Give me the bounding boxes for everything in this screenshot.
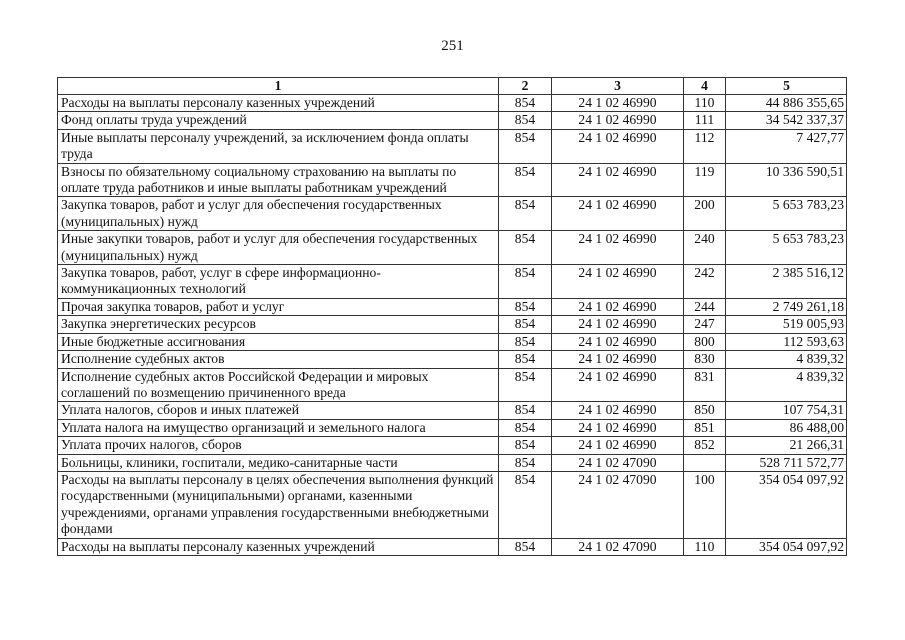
row-name-cell: Иные бюджетные ассигнования [58, 333, 499, 350]
row-type-cell: 244 [684, 298, 726, 315]
row-admin-cell: 854 [499, 163, 552, 197]
row-name-cell: Расходы на выплаты персоналу казенных учреждений [58, 538, 499, 555]
row-admin-cell: 854 [499, 454, 552, 471]
row-type-cell: 110 [684, 538, 726, 555]
row-amount-cell: 34 542 337,37 [726, 112, 847, 129]
table-row [58, 437, 847, 454]
row-amount-cell: 5 653 783,23 [726, 197, 847, 231]
row-type-cell: 852 [684, 437, 726, 454]
row-name-cell: Фонд оплаты труда учреждений [58, 112, 499, 129]
row-type-cell: 831 [684, 368, 726, 402]
row-admin-cell: 854 [499, 333, 552, 350]
row-target-cell: 24 1 02 47090 [552, 538, 684, 555]
row-type-cell: 800 [684, 333, 726, 350]
row-type-cell: 111 [684, 112, 726, 129]
row-target-cell: 24 1 02 46990 [552, 437, 684, 454]
row-target-cell: 24 1 02 46990 [552, 163, 684, 197]
row-target-cell: 24 1 02 46990 [552, 231, 684, 265]
row-amount-cell: 7 427,77 [726, 129, 847, 163]
row-target-cell: 24 1 02 46990 [552, 368, 684, 402]
table-row [58, 471, 847, 538]
row-target-cell: 24 1 02 46990 [552, 419, 684, 436]
row-admin-cell: 854 [499, 368, 552, 402]
table-row [58, 197, 847, 231]
table-row [58, 351, 847, 368]
row-target-cell: 24 1 02 46990 [552, 316, 684, 333]
table-row [58, 298, 847, 315]
row-amount-cell: 519 005,93 [726, 316, 847, 333]
table-row [58, 402, 847, 419]
row-target-cell: 24 1 02 46990 [552, 402, 684, 419]
row-admin-cell: 854 [499, 298, 552, 315]
table-row [58, 112, 847, 129]
row-type-cell [684, 454, 726, 471]
row-amount-cell: 21 266,31 [726, 437, 847, 454]
row-amount-cell: 354 054 097,92 [726, 471, 847, 538]
table-row [58, 454, 847, 471]
row-target-cell: 24 1 02 46990 [552, 197, 684, 231]
row-name-cell: Иные выплаты персоналу учреждений, за исключением фонда оплаты труда [58, 129, 499, 163]
row-name-cell: Больницы, клиники, госпитали, медико-санитарные части [58, 454, 499, 471]
row-amount-cell: 10 336 590,51 [726, 163, 847, 197]
row-name-cell: Закупка товаров, работ и услуг для обеспечения государственных (муниципальных) нужд [58, 197, 499, 231]
row-target-cell: 24 1 02 46990 [552, 333, 684, 350]
row-admin-cell: 854 [499, 316, 552, 333]
budget-table [57, 77, 847, 556]
row-admin-cell: 854 [499, 538, 552, 555]
row-amount-cell: 2 385 516,12 [726, 265, 847, 299]
table-row [58, 419, 847, 436]
page-number: 251 [441, 38, 464, 54]
table-row [58, 129, 847, 163]
row-type-cell: 119 [684, 163, 726, 197]
row-admin-cell: 854 [499, 112, 552, 129]
row-amount-cell: 4 839,32 [726, 351, 847, 368]
table-row [58, 231, 847, 265]
row-admin-cell: 854 [499, 471, 552, 538]
row-amount-cell: 354 054 097,92 [726, 538, 847, 555]
row-type-cell: 247 [684, 316, 726, 333]
row-admin-cell: 854 [499, 437, 552, 454]
header-row [58, 78, 847, 95]
row-type-cell: 112 [684, 129, 726, 163]
table-row [58, 265, 847, 299]
header-col-3: 3 [552, 78, 684, 95]
row-type-cell: 240 [684, 231, 726, 265]
row-type-cell: 830 [684, 351, 726, 368]
row-type-cell: 850 [684, 402, 726, 419]
table-row [58, 538, 847, 555]
row-name-cell: Исполнение судебных актов Российской Федерации и мировых соглашений по возмещению причиненного вреда [58, 368, 499, 402]
row-name-cell: Уплата прочих налогов, сборов [58, 437, 499, 454]
row-name-cell: Взносы по обязательному социальному страхованию на выплаты по оплате труда работников и иные выплаты работникам учреждений [58, 163, 499, 197]
row-amount-cell: 112 593,63 [726, 333, 847, 350]
row-name-cell: Расходы на выплаты персоналу казенных учреждений [58, 95, 499, 112]
row-target-cell: 24 1 02 46990 [552, 298, 684, 315]
row-name-cell: Расходы на выплаты персоналу в целях обеспечения выполнения функций государственными (муниципальными) органами, казенными учреждениями, органами управления государственными внебюджетными фондами [58, 471, 499, 538]
row-target-cell: 24 1 02 47090 [552, 471, 684, 538]
row-admin-cell: 854 [499, 129, 552, 163]
row-admin-cell: 854 [499, 95, 552, 112]
row-admin-cell: 854 [499, 419, 552, 436]
table-row [58, 316, 847, 333]
row-type-cell: 100 [684, 471, 726, 538]
table-row [58, 333, 847, 350]
row-target-cell: 24 1 02 46990 [552, 265, 684, 299]
row-amount-cell: 86 488,00 [726, 419, 847, 436]
row-target-cell: 24 1 02 46990 [552, 95, 684, 112]
row-type-cell: 242 [684, 265, 726, 299]
row-target-cell: 24 1 02 46990 [552, 112, 684, 129]
row-admin-cell: 854 [499, 351, 552, 368]
row-name-cell: Закупка энергетических ресурсов [58, 316, 499, 333]
row-amount-cell: 2 749 261,18 [726, 298, 847, 315]
row-name-cell: Иные закупки товаров, работ и услуг для обеспечения государственных (муниципальных) нужд [58, 231, 499, 265]
table-body [58, 95, 847, 556]
header-col-2: 2 [499, 78, 552, 95]
row-amount-cell: 4 839,32 [726, 368, 847, 402]
header-col-5: 5 [726, 78, 847, 95]
row-admin-cell: 854 [499, 197, 552, 231]
header-col-4: 4 [684, 78, 726, 95]
row-name-cell: Уплата налога на имущество организаций и земельного налога [58, 419, 499, 436]
row-amount-cell: 44 886 355,65 [726, 95, 847, 112]
row-target-cell: 24 1 02 46990 [552, 351, 684, 368]
row-name-cell: Уплата налогов, сборов и иных платежей [58, 402, 499, 419]
row-target-cell: 24 1 02 46990 [552, 129, 684, 163]
row-name-cell: Исполнение судебных актов [58, 351, 499, 368]
header-col-1: 1 [58, 78, 499, 95]
row-amount-cell: 528 711 572,77 [726, 454, 847, 471]
row-admin-cell: 854 [499, 231, 552, 265]
row-type-cell: 200 [684, 197, 726, 231]
row-type-cell: 851 [684, 419, 726, 436]
table-header [58, 78, 847, 95]
row-target-cell: 24 1 02 47090 [552, 454, 684, 471]
row-type-cell: 110 [684, 95, 726, 112]
row-name-cell: Прочая закупка товаров, работ и услуг [58, 298, 499, 315]
table-row [58, 163, 847, 197]
row-admin-cell: 854 [499, 402, 552, 419]
row-amount-cell: 107 754,31 [726, 402, 847, 419]
table-row [58, 368, 847, 402]
row-amount-cell: 5 653 783,23 [726, 231, 847, 265]
row-name-cell: Закупка товаров, работ, услуг в сфере информационно-коммуникационных технологий [58, 265, 499, 299]
row-admin-cell: 854 [499, 265, 552, 299]
table-row [58, 95, 847, 112]
